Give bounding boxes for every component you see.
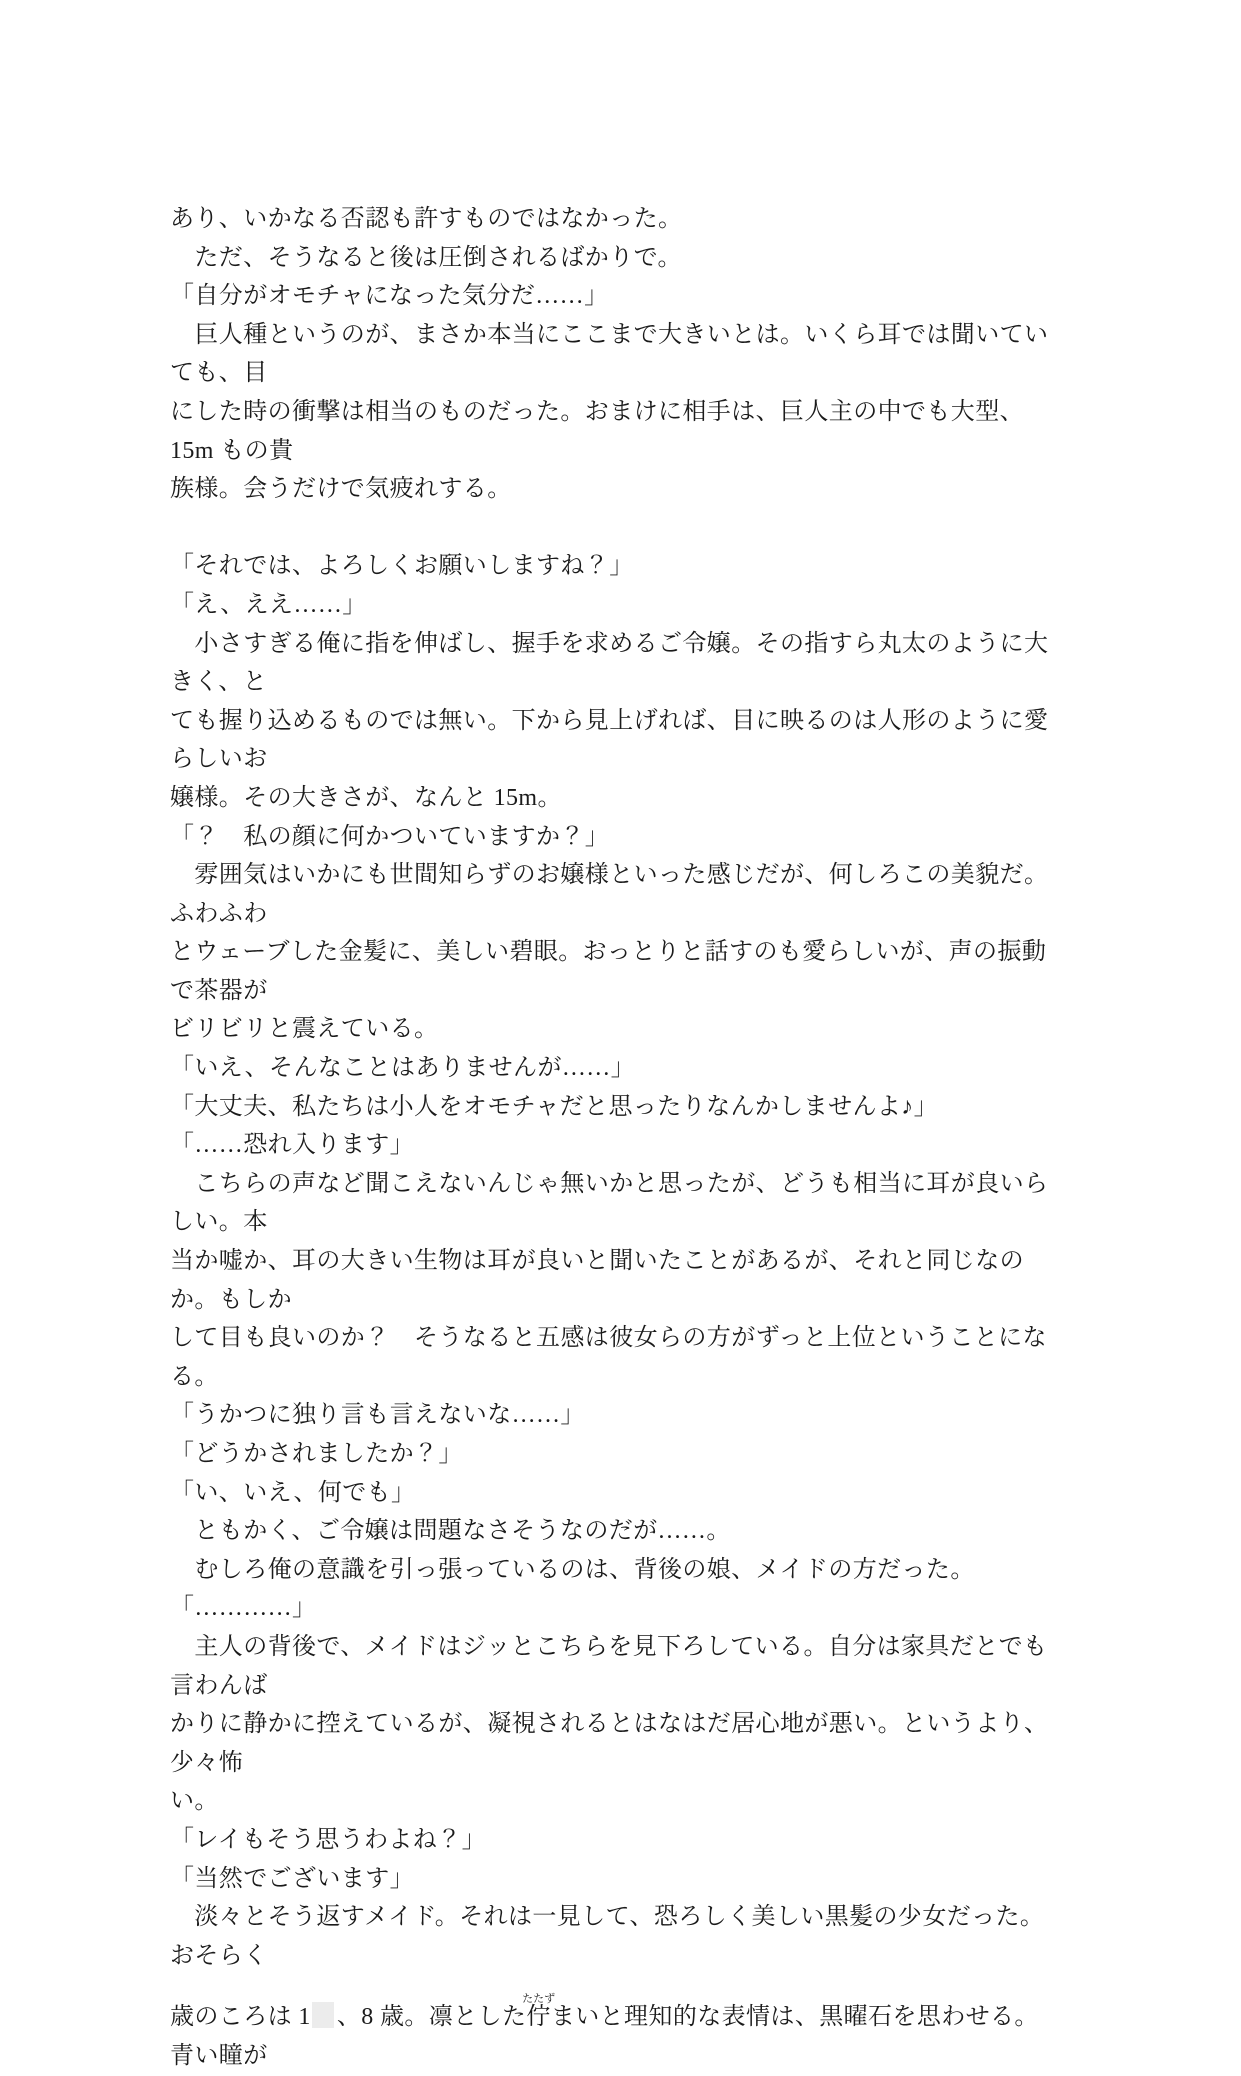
text-line: 「……恐れ入ります」 — [170, 1132, 414, 1159]
text-line: い。 — [170, 1788, 219, 1815]
text-line: 族様。会うだけで気疲れする。 — [170, 476, 512, 503]
text-line: して目も良いのか？ そうなると五感は彼女らの方がずっと上位ということになる。 — [170, 1325, 1047, 1390]
text-line: 「いえ、そんなことはありませんが……」 — [170, 1055, 636, 1082]
text-line: 「それでは、よろしくお願いしますね？」 — [170, 553, 634, 580]
text-line: 「大丈夫、私たちは小人をオモチャだと思ったりなんかしませんよ♪」 — [170, 1093, 939, 1120]
text-line: とウェーブした金髪に、美しい碧眼。おっとりと話すのも愛らしいが、声の振動で茶器が — [170, 939, 1047, 1004]
text-line: 小さすぎる俺に指を伸ばし、握手を求めるご令嬢。その指すら丸太のように大きく、と — [170, 630, 1049, 696]
text-line: ビリビリと震えている。 — [170, 1016, 439, 1043]
text-line: 嬢様。その大きさが、なんと 15m。 — [170, 784, 562, 811]
text-line: 「レイもそう思うわよね？」 — [170, 1826, 486, 1853]
text-line: 「うかつに独り言も言えないな……」 — [170, 1402, 585, 1429]
text-segment: まいと理知的な表情は、黒曜石を思わせる。青い瞳が — [170, 2004, 1039, 2069]
redacted-character-box — [312, 2002, 334, 2028]
ruby-annotated-word: 佇たたず — [522, 1993, 556, 2031]
text-line — [170, 1993, 1060, 2075]
document-page — [170, 200, 1060, 2076]
text-line: 「？ 私の顔に何かついていますか？」 — [170, 823, 610, 850]
text-segment: 、8 歳。凛とした — [336, 2004, 527, 2031]
text-line: ただ、そうなると後は圧倒されるばかりで。 — [170, 244, 682, 271]
text-line: 「当然でございます」 — [170, 1865, 414, 1892]
text-line: 「どうかされましたか？」 — [170, 1441, 463, 1467]
text-lines — [170, 200, 1060, 2076]
text-line: 「い、いえ、何でも」 — [170, 1479, 416, 1506]
text-line: ともかく、ご令嬢は問題なさそうなのだが……。 — [170, 1518, 731, 1545]
text-line: むしろ俺の意識を引っ張っているのは、背後の娘、メイドの方だった。 — [170, 1556, 975, 1583]
text-line: 主人の背後で、メイドはジッとこちらを見下ろしている。自分は家具だとでも言わんば — [170, 1633, 1048, 1699]
text-line: 雰囲気はいかにも世間知らずのお嬢様といった感じだが、何しろこの美貌だ。ふわふわ — [170, 862, 1049, 927]
text-line: 当か嘘か、耳の大きい生物は耳が良いと聞いたことがあるが、それと同じなのか。もしか — [170, 1248, 1024, 1313]
text-line: 「自分がオモチャになった気分だ……」 — [170, 283, 609, 310]
text-line: あり、いかなる否認も許すものではなかった。 — [170, 206, 683, 232]
furigana: たたず — [522, 1993, 556, 2006]
text-line: 「え、ええ……」 — [170, 591, 367, 618]
text-line: こちらの声など聞こえないんじゃ無いかと思ったが、どうも相当に耳が良いらしい。本 — [170, 1170, 1049, 1236]
text-line: 「…………」 — [170, 1595, 317, 1622]
text-line: ても握り込めるものでは無い。下から見上げれば、目に映るのは人形のように愛らしいお — [170, 707, 1049, 773]
text-line: 巨人種というのが、まさか本当にここまで大きいとは。いくら耳では聞いていても、目 — [170, 321, 1049, 387]
text-line: 淡々とそう返すメイド。それは一見して、恐ろしく美しい黒髪の少女だった。おそらく — [170, 1904, 1045, 1969]
blank-line — [170, 509, 1060, 548]
text-line: かりに静かに控えているが、凝視されるとはなはだ居心地が悪い。というより、少々怖 — [170, 1711, 1049, 1776]
text-segment: 歳のころは 1 — [170, 2004, 311, 2031]
text-line: にした時の衝撃は相当のものだった。おまけに相手は、巨人主の中でも大型、15m もの貴 — [170, 398, 1024, 464]
